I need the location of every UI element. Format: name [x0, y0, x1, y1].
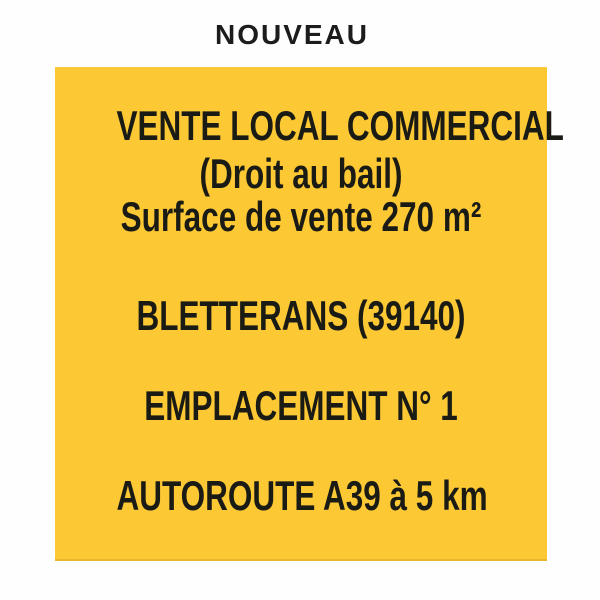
sign-line-sale-type: VENTE LOCAL COMMERCIAL	[116, 102, 564, 149]
sign-line-lease-right: (Droit au bail)	[199, 150, 403, 197]
sign-line-city: BLETTERANS (39140)	[136, 292, 466, 339]
sign-line-highway: AUTOROUTE A39 à 5 km	[116, 472, 488, 519]
sign-line-surface: Surface de vente 270 m²	[120, 193, 482, 240]
sale-sign	[55, 67, 564, 561]
nouveau-badge: NOUVEAU	[214, 19, 369, 50]
sign-line-location-number: EMPLACEMENT N° 1	[144, 382, 458, 429]
